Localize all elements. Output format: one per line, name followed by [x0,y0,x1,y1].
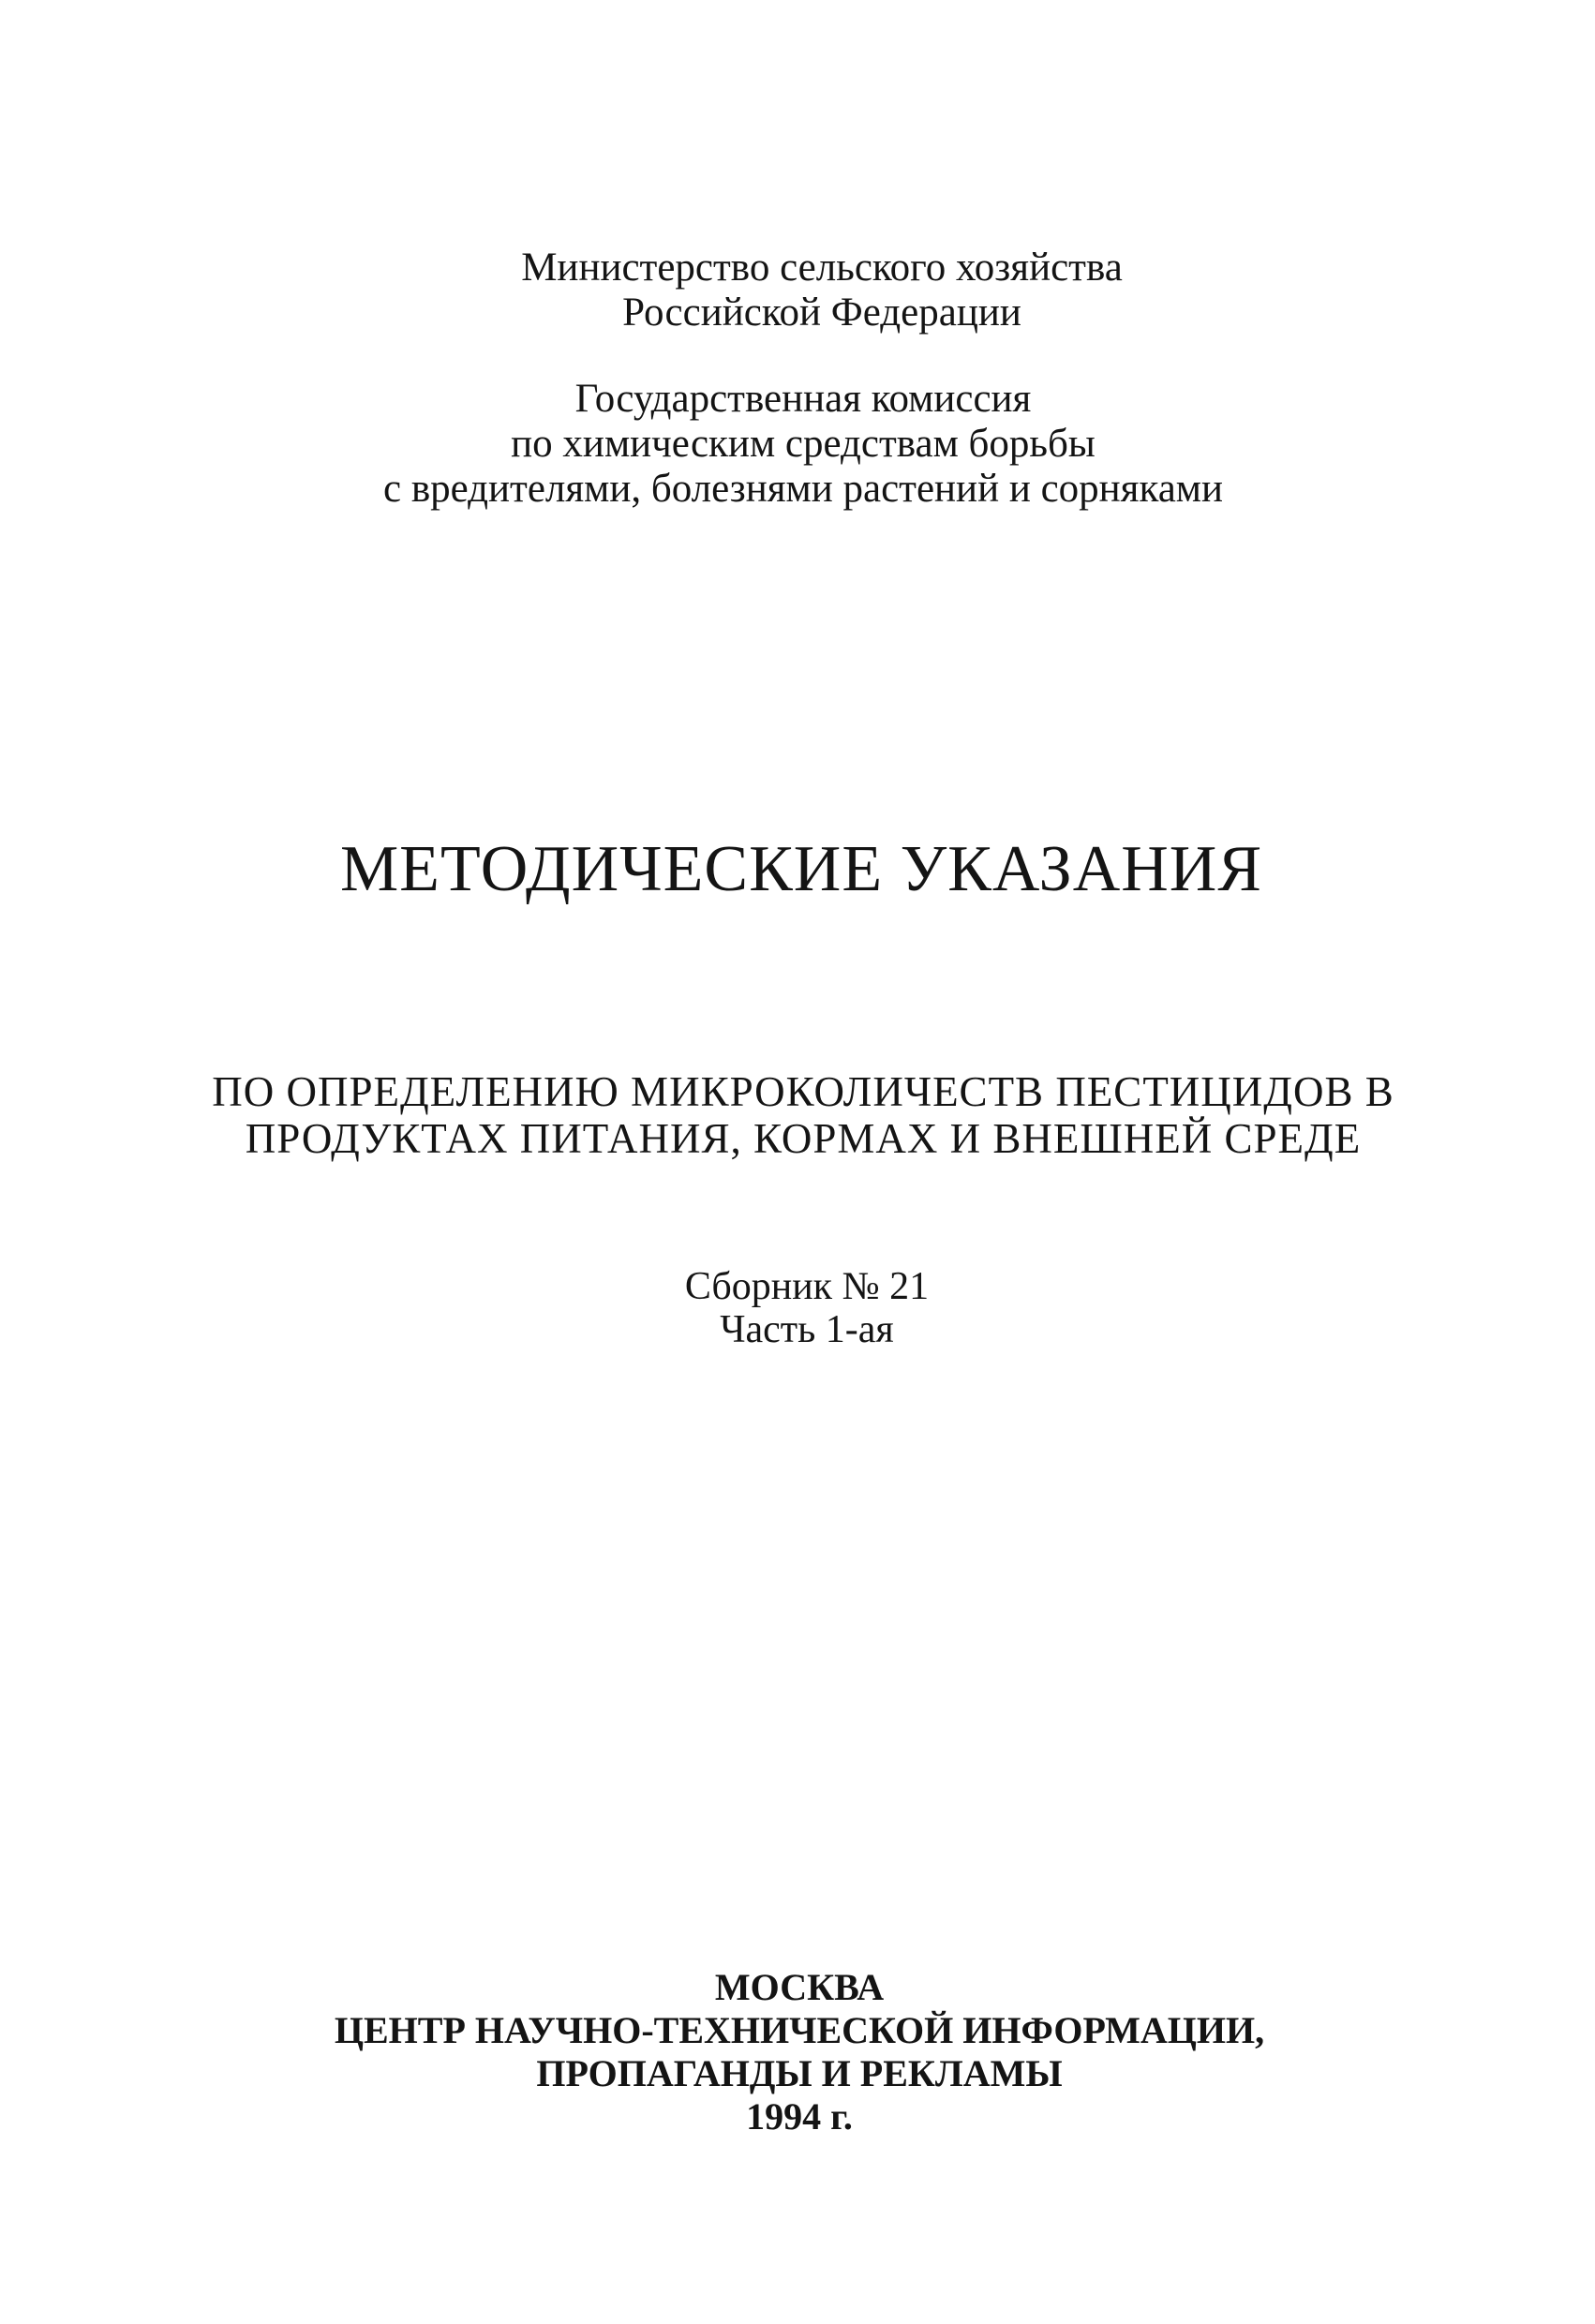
commission-heading [6,377,1595,512]
subtitle-line-1: ПО ОПРЕДЕЛЕНИЮ МИКРОКОЛИЧЕСТВ ПЕСТИЦИДОВ В [212,1068,1394,1115]
subtitle-line-2: ПРОДУКТАХ ПИТАНИЯ, КОРМАХ И ВНЕШНЕЙ СРЕДЕ [245,1115,1362,1162]
commission-line-3: с вредителями, болезнями растений и сорняками [382,467,1224,511]
collection-number: Сборник № 21 [684,1265,930,1308]
ministry-line-2: Российской Федерации [622,290,1021,335]
ministry-heading [24,246,1595,335]
commission-line-1: Государственная комиссия [574,377,1032,421]
publisher-city: МОСКВА [714,1966,885,2008]
collection-info [9,1265,1595,1351]
publisher-line-1: ЦЕНТР НАУЧНО-ТЕХНИЧЕСКОЙ ИНФОРМАЦИИ, [334,2009,1265,2051]
publisher-line-2: ПРОПАГАНДЫ И РЕКЛАМЫ [536,2052,1063,2094]
document-subtitle [6,1068,1595,1162]
document-title: МЕТОДИЧЕСКИЕ УКАЗАНИЯ [339,833,1263,905]
collection-part: Часть 1-ая [720,1308,894,1351]
commission-line-2: по химическим средствам борьбы [511,422,1096,466]
publication-year: 1994 г. [746,2095,853,2138]
publisher-block [2,1966,1595,2138]
ministry-line-1: Министерство сельского хозяйства [521,246,1123,290]
